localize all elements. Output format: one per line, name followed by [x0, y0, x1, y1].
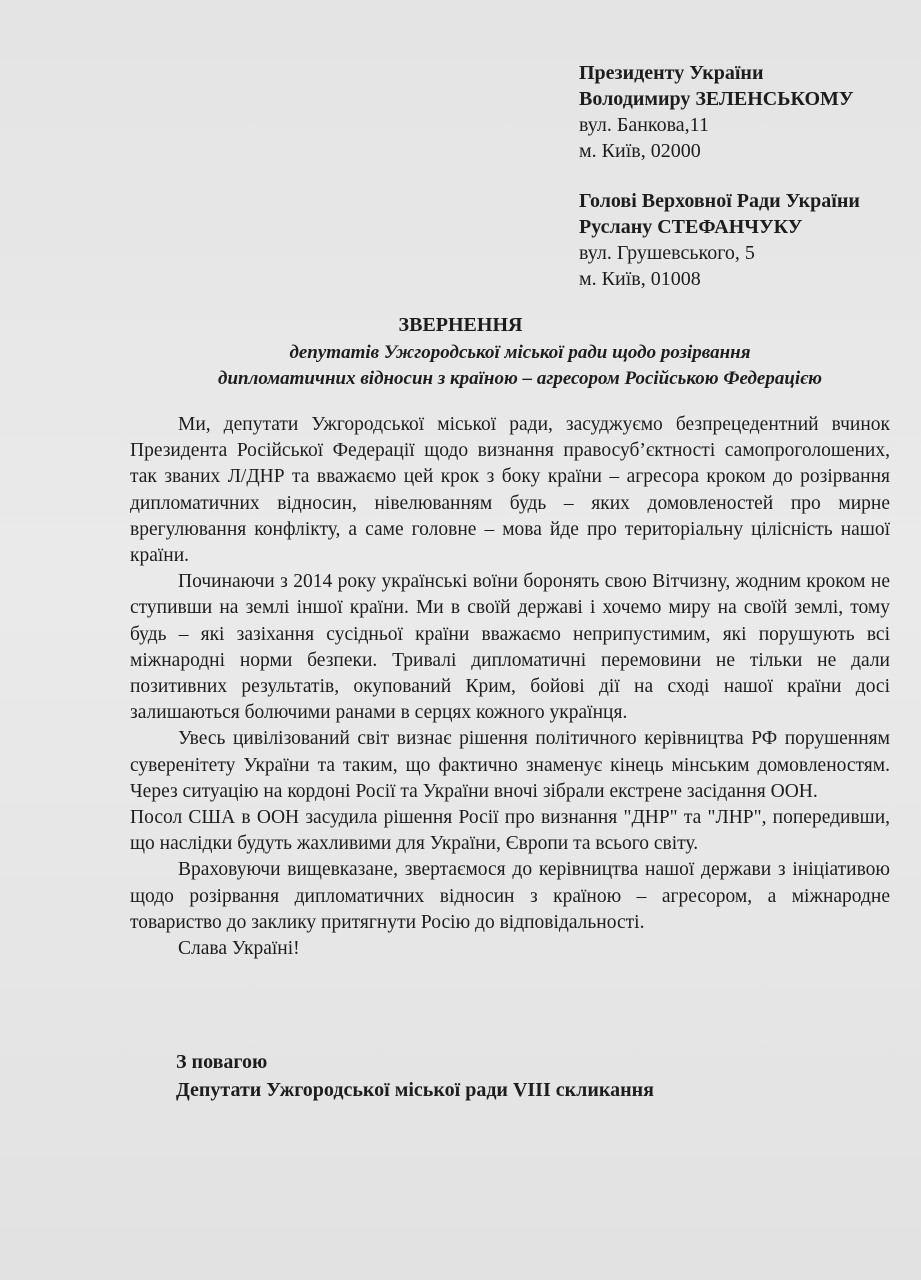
body-paragraph-3: Увесь цивілізований світ визнає рішення політичного керівництва РФ порушенням суверенітету України та таким, що фактично знаменує кінець мінським домовленостям. Через ситуацію на кордоні Росії та України вночі зібрали екстрене засідання ООН. [130, 728, 890, 802]
signoff-regards: З повагою [176, 1051, 268, 1073]
body-paragraph-1: Ми, депутати Ужгородської міської ради, засуджуємо безпрецедентний вчинок Президента Російської Федерації щодо визнання правосуб’єктності самопроголошених, так званих Л/ДНР та вважаємо цей крок з боку країни – агресора кроком до розірвання дипломатичних відносин, нівелюванням будь – яких домовленостей про мирне врегулювання конфлікту, а саме головне – мова йде про територіальну цілісність нашої країни. [130, 414, 890, 567]
recipient-president-street: вул. Банкова,11 [579, 114, 709, 136]
signoff-block [176, 1048, 654, 1104]
subtitle-line-2: дипломатичних відносин з країною – агресором Російською Федерацією [218, 368, 822, 389]
recipient-president-city: м. Київ, 02000 [579, 140, 701, 162]
body-paragraph-4: Посол США в ООН засудила рішення Росії про визнання "ДНР" та "ЛНР", попередивши, що наслідки будуть жахливими для України, Європи та всього світу. [130, 807, 890, 855]
body-paragraph-5: Враховуючи вищевказане, звертаємося до керівництва нашої держави з ініціативою щодо розірвання дипломатичних відносин з країною – агресором, а міжнародне товариство до заклику притягнути Росію до відповідальності. [130, 859, 890, 933]
closing-slogan: Слава Україні! [178, 938, 300, 960]
recipient-speaker-block [579, 188, 860, 292]
recipient-speaker-street: вул. Грушевського, 5 [579, 242, 755, 264]
recipient-president-name: Володимиру ЗЕЛЕНСЬКОМУ [579, 88, 854, 110]
document-subtitle [120, 340, 920, 392]
recipient-president-title: Президенту України [579, 62, 764, 84]
recipient-speaker-city: м. Київ, 01008 [579, 268, 701, 290]
letter-body [130, 412, 890, 962]
document-title: ЗВЕРНЕННЯ [398, 314, 523, 336]
recipient-speaker-title: Голові Верховної Ради України [579, 190, 860, 212]
recipient-speaker-name: Руслану СТЕФАНЧУКУ [579, 216, 803, 238]
subtitle-line-1: депутатів Ужгородської міської ради щодо розірвання [289, 342, 751, 363]
signoff-signatories: Депутати Ужгородської міської ради VIII скликання [176, 1079, 654, 1101]
recipient-president-block [579, 60, 854, 164]
body-paragraph-2: Починаючи з 2014 року українські воїни боронять свою Вітчизну, жодним кроком не ступивши на землі іншої країни. Ми в своїй державі і хочемо миру на своїй землі, тому будь – які зазіхання сусідньої країни вважаємо неприпустимим, які порушують всі міжнародні норми безпеки. Тривалі дипломатичні перемовини не тільки не дали позитивних результатів, окупований Крим, бойові дії на сході нашої країни досі залишаються болючими ранами в серцях кожного українця. [130, 571, 890, 724]
